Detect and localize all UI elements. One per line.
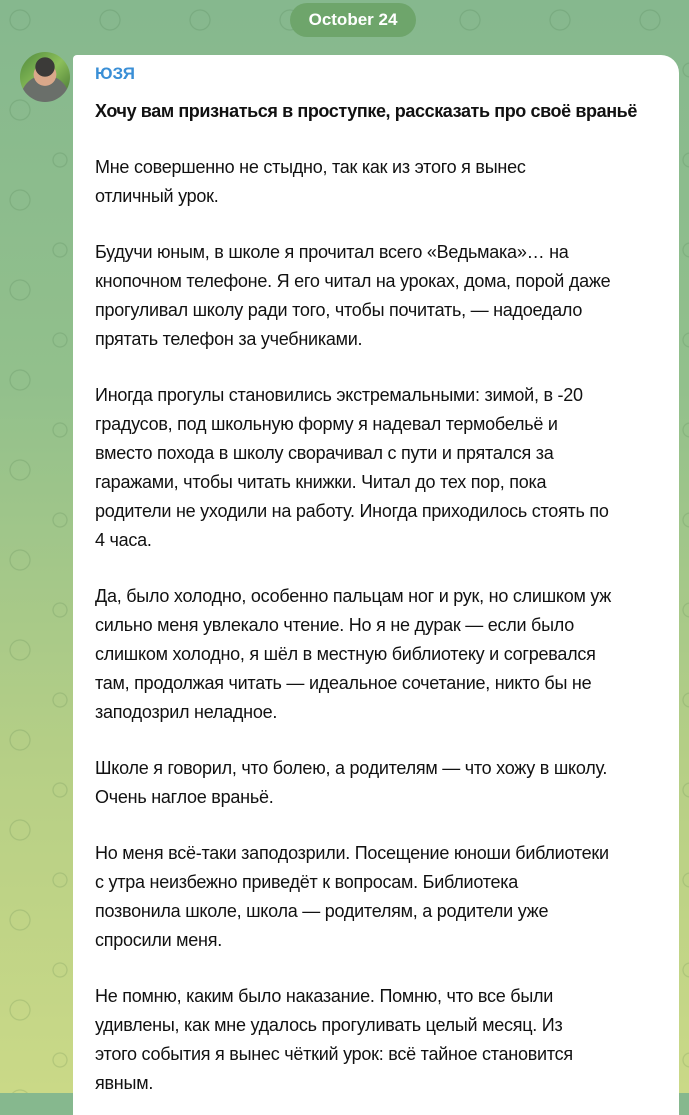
- text-line: там, продолжая читать — идеальное сочетание, никто бы не: [95, 673, 592, 693]
- text-line: Будучи юным, в школе я прочитал всего «Ведьмака»… на: [95, 242, 569, 262]
- text-line: с утра неизбежно приведёт к вопросам. Библиотека: [95, 872, 519, 892]
- text-line: прогуливал школу ради того, чтобы почитать, — надоедало: [95, 300, 583, 320]
- text-line: отличный урок.: [95, 186, 219, 206]
- message-paragraph: [95, 982, 637, 1098]
- text-line: вместо похода в школу сворачивал с пути и прятался за: [95, 443, 554, 463]
- message-bubble: [73, 55, 679, 1115]
- text-line: позвонила школе, школа — родителям, а родители уже: [95, 901, 549, 921]
- date-badge: October 24: [290, 3, 416, 37]
- message-paragraph: [95, 153, 637, 211]
- message-body: [95, 97, 637, 1098]
- text-line: 4 часа.: [95, 530, 152, 550]
- sender-name[interactable]: ЮЗЯ: [95, 64, 135, 83]
- text-line: Мне совершенно не стыдно, так как из этого я вынес: [95, 157, 526, 177]
- text-line: градусов, под школьную форму я надевал термобельё и: [95, 414, 558, 434]
- text-line: этого события я вынес чёткий урок: всё тайное становится: [95, 1044, 573, 1064]
- text-line: спросили меня.: [95, 930, 222, 950]
- text-line: Не помню, каким было наказание. Помню, что все были: [95, 986, 554, 1006]
- text-line: кнопочном телефоне. Я его читал на уроках, дома, порой даже: [95, 271, 611, 291]
- message-paragraph: [95, 754, 637, 812]
- message-paragraph: [95, 381, 637, 555]
- text-line: Иногда прогулы становились экстремальными: зимой, в -20: [95, 385, 583, 405]
- text-line: Но меня всё-таки заподозрили. Посещение юноши библиотеки: [95, 843, 609, 863]
- text-line: гаражами, чтобы читать книжки. Читал до тех пор, пока: [95, 472, 547, 492]
- text-line: родители не уходили на работу. Иногда приходилось стоять по: [95, 501, 609, 521]
- message-paragraph: [95, 582, 637, 727]
- message-paragraph: [95, 238, 637, 354]
- text-line: удивлены, как мне удалось прогуливать целый месяц. Из: [95, 1015, 563, 1035]
- text-line: Очень наглое враньё.: [95, 787, 274, 807]
- text-line: явным.: [95, 1073, 154, 1093]
- text-line: Школе я говорил, что болею, а родителям — что хожу в школу.: [95, 758, 608, 778]
- text-line: сильно меня увлекало чтение. Но я не дурак — если было: [95, 615, 575, 635]
- sender-avatar[interactable]: [20, 52, 70, 102]
- message-paragraph: [95, 839, 637, 955]
- text-line: слишком холодно, я шёл в местную библиотеку и согревался: [95, 644, 596, 664]
- message-title: Хочу вам признаться в проступке, рассказать про своё враньё: [95, 101, 637, 121]
- text-line: Да, было холодно, особенно пальцам ног и рук, но слишком уж: [95, 586, 612, 606]
- text-line: заподозрил неладное.: [95, 702, 278, 722]
- text-line: прятать телефон за учебниками.: [95, 329, 363, 349]
